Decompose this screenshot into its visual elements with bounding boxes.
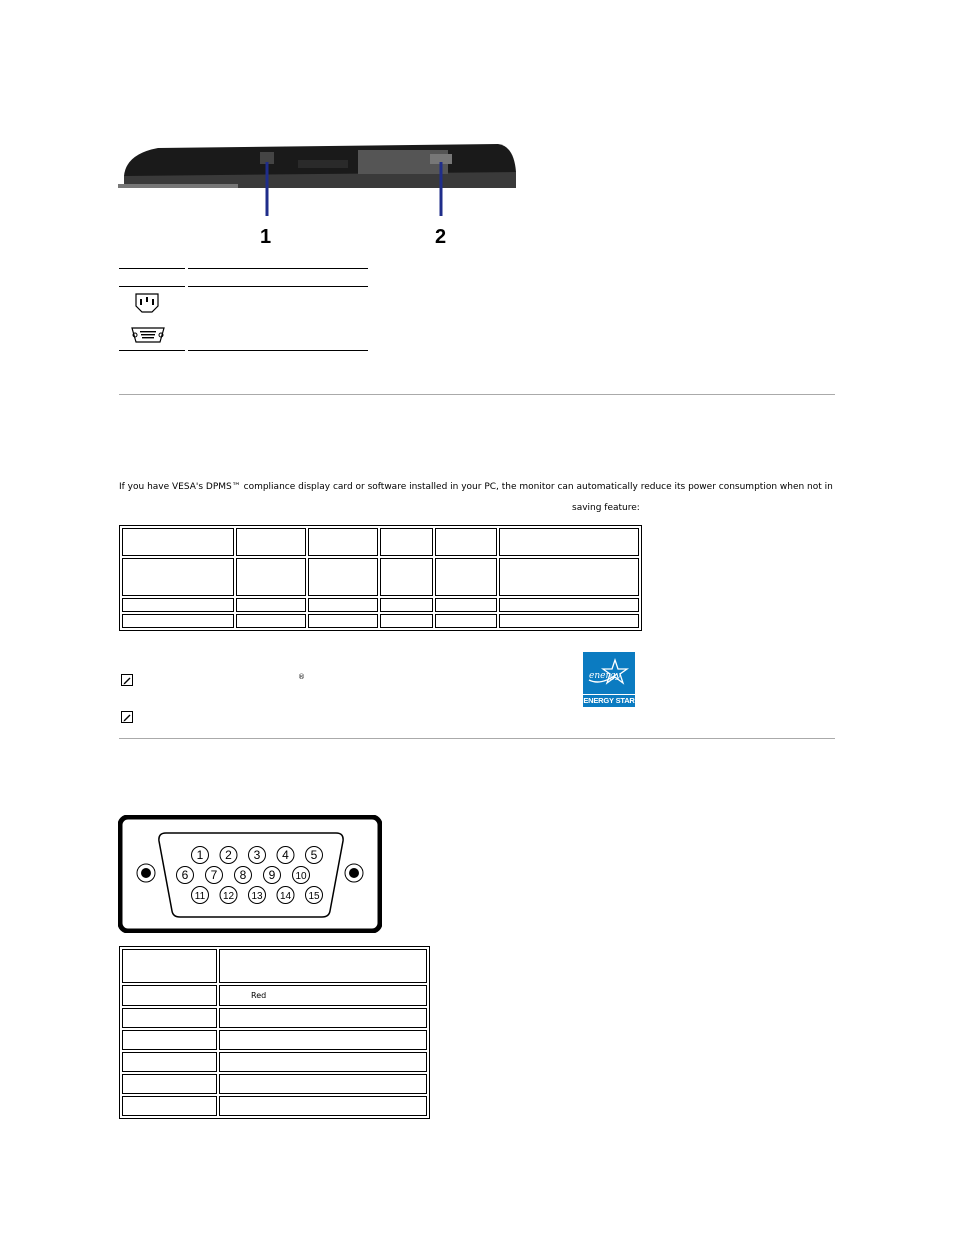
energy-star-logo	[583, 652, 635, 707]
registered-mark: ®	[298, 673, 305, 681]
pin-6-label: 6	[181, 868, 189, 882]
table-cell	[122, 528, 234, 556]
table-cell	[499, 598, 639, 612]
table-cell	[380, 614, 433, 628]
table-cell	[380, 598, 433, 612]
pin-9-label: 9	[268, 868, 276, 882]
pin-3-label: 3	[253, 848, 261, 862]
callout-1: 1	[260, 226, 272, 248]
section-divider	[119, 394, 835, 395]
table-cell	[308, 614, 378, 628]
callout-2: 2	[435, 226, 447, 248]
table-cell	[219, 1030, 427, 1050]
pin-1-label: 1	[196, 848, 204, 862]
pin-5-label: 5	[310, 848, 318, 862]
table-cell	[122, 558, 234, 596]
vga-connector-icon	[130, 326, 166, 344]
table-cell	[380, 558, 433, 596]
table-cell	[308, 558, 378, 596]
table-cell	[122, 1030, 217, 1050]
pin-11-label: 11	[194, 891, 206, 902]
table-cell	[122, 598, 234, 612]
note-icon	[121, 674, 133, 686]
pin-number-cell	[122, 985, 217, 1006]
table-cell	[219, 1008, 427, 1028]
table-cell	[219, 949, 427, 983]
table-cell	[236, 558, 306, 596]
table-cell	[499, 614, 639, 628]
energy-star-script: energy	[589, 671, 621, 681]
pin-10-label: 10	[295, 871, 307, 882]
monitor-bottom-view	[118, 132, 528, 256]
table-rule	[119, 268, 185, 269]
pin-signal-cell	[219, 985, 427, 1006]
table-cell	[435, 558, 497, 596]
pin-assignment-table	[119, 946, 430, 1119]
table-rule	[188, 350, 368, 351]
pin-8-label: 8	[239, 868, 247, 882]
vga-pin-diagram	[118, 815, 382, 933]
pin-15-label: 15	[308, 891, 320, 902]
energy-star-label: ENERGY STAR	[583, 696, 635, 705]
table-rule	[119, 350, 185, 351]
table-cell	[380, 528, 433, 556]
table-cell	[122, 1096, 217, 1116]
table-cell	[499, 558, 639, 596]
pin-4-label: 4	[282, 848, 289, 862]
table-cell	[308, 528, 378, 556]
power-connector-icon	[132, 292, 162, 314]
table-cell	[219, 1074, 427, 1094]
pin-12-label: 12	[222, 891, 235, 902]
table-cell	[122, 1052, 217, 1072]
pin-7-label: 7	[210, 868, 218, 882]
table-cell	[219, 1052, 427, 1072]
pin-14-label: 14	[279, 891, 292, 902]
table-cell	[308, 598, 378, 612]
note-icon	[121, 711, 133, 723]
section-divider	[119, 738, 835, 739]
pin-13-label: 13	[251, 891, 263, 902]
pin-signal-text: Red	[251, 991, 267, 1000]
table-cell	[122, 1008, 217, 1028]
table-rule	[188, 268, 368, 269]
power-intro-text-cont: saving feature:	[572, 503, 640, 513]
table-cell	[499, 528, 639, 556]
table-cell	[219, 1096, 427, 1116]
table-cell	[435, 528, 497, 556]
table-cell	[435, 598, 497, 612]
table-rule	[188, 286, 368, 287]
power-modes-table	[119, 525, 642, 631]
table-rule	[119, 286, 185, 287]
table-cell	[122, 1074, 217, 1094]
pin-2-label: 2	[225, 848, 232, 862]
table-cell	[236, 528, 306, 556]
table-cell	[435, 614, 497, 628]
table-cell	[236, 614, 306, 628]
table-cell	[236, 598, 306, 612]
table-cell	[122, 614, 234, 628]
table-cell	[122, 949, 217, 983]
power-intro-text: If you have VESA's DPMS™ compliance display card or software installed in your PC, the monitor can automatically reduce its power consumption when not in	[119, 482, 833, 492]
